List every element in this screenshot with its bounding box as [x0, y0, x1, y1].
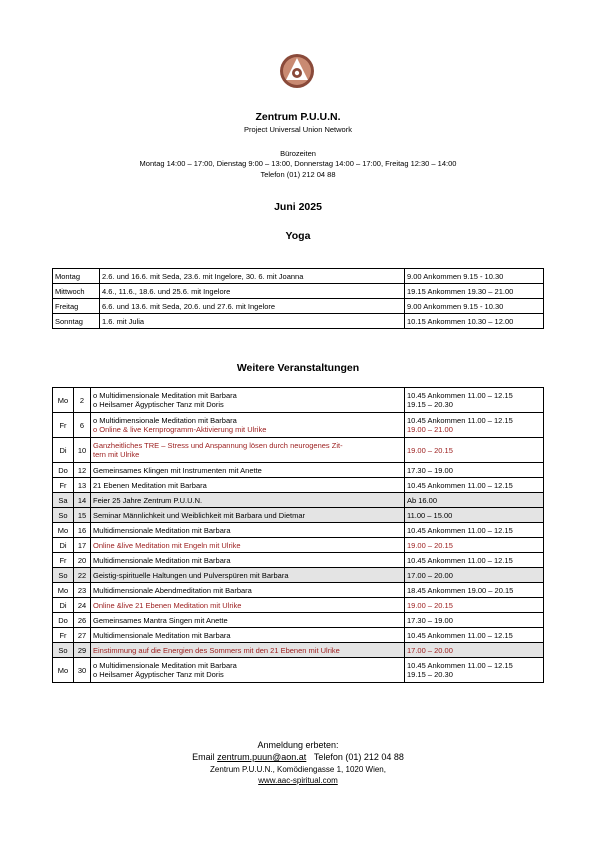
event-date: 13: [74, 478, 91, 493]
yoga-row: [53, 269, 544, 284]
event-row: [53, 553, 544, 568]
event-title-line: o Heilsamer Ägyptischer Tanz mit Doris: [93, 670, 224, 679]
event-title-line: o Multidimensionale Meditation mit Barbara: [93, 661, 237, 670]
event-row: [53, 643, 544, 658]
event-row: [53, 508, 544, 523]
yoga-row: [53, 284, 544, 299]
event-day: Mo: [53, 583, 74, 598]
event-date: 6: [74, 413, 91, 438]
events-table: [52, 387, 544, 683]
event-title: Online &live 21 Ebenen Meditation mit Ulrike: [91, 598, 405, 613]
event-date: 15: [74, 508, 91, 523]
event-date: 30: [74, 658, 91, 683]
yoga-row: [53, 299, 544, 314]
event-day: So: [53, 643, 74, 658]
event-date: 10: [74, 438, 91, 463]
event-time: 17.30 – 19.00: [405, 613, 544, 628]
event-time-line: 10.45 Ankommen 11.00 – 12.15: [407, 661, 513, 670]
event-day: Fr: [53, 478, 74, 493]
website-line: [0, 776, 596, 785]
event-day: Fr: [53, 413, 74, 438]
center-title: Zentrum P.U.U.N.: [255, 111, 341, 123]
event-date: 2: [74, 388, 91, 413]
event-date: 27: [74, 628, 91, 643]
event-title: Seminar Männlichkeit und Weiblichkeit mit Barbara und Dietmar: [91, 508, 405, 523]
event-time: 17.30 – 19.00: [405, 463, 544, 478]
event-row: [53, 478, 544, 493]
event-row: [53, 463, 544, 478]
event-title: [91, 658, 405, 683]
event-row: [53, 438, 544, 463]
event-time: [405, 388, 544, 413]
event-day: Fr: [53, 553, 74, 568]
event-date: 16: [74, 523, 91, 538]
event-date: 12: [74, 463, 91, 478]
event-time-line: 10.45 Ankommen 11.00 – 12.15: [407, 416, 513, 425]
event-time: 10.45 Ankommen 11.00 – 12.15: [405, 523, 544, 538]
event-title: Multidimensionale Meditation mit Barbara: [91, 628, 405, 643]
event-row: [53, 658, 544, 683]
contact-line: [0, 752, 596, 762]
event-day: Mo: [53, 523, 74, 538]
event-title: Einstimmung auf die Energien des Sommers mit den 21 Ebenen mit Ulrike: [91, 643, 405, 658]
event-time: 18.45 Ankommen 19.00 – 20.15: [405, 583, 544, 598]
event-row: [53, 613, 544, 628]
event-date: 20: [74, 553, 91, 568]
event-title: Gemeinsames Klingen mit Instrumenten mit Anette: [91, 463, 405, 478]
event-title: Multidimensionale Meditation mit Barbara: [91, 553, 405, 568]
yoga-heading: Yoga: [285, 230, 311, 242]
event-title: Multidimensionale Abendmeditation mit Barbara: [91, 583, 405, 598]
event-time: 10.45 Ankommen 11.00 – 12.15: [405, 628, 544, 643]
email-link[interactable]: zentrum.puun@aon.at: [217, 752, 307, 762]
yoga-day: Mittwoch: [53, 284, 100, 299]
event-time: 11.00 – 15.00: [405, 508, 544, 523]
yoga-day: Freitag: [53, 299, 100, 314]
event-date: 14: [74, 493, 91, 508]
event-date: 17: [74, 538, 91, 553]
yoga-time: 9.00 Ankommen 9.15 - 10.30: [405, 269, 544, 284]
event-date: 29: [74, 643, 91, 658]
yoga-time: 10.15 Ankommen 10.30 – 12.00: [405, 314, 544, 329]
yoga-day: Montag: [53, 269, 100, 284]
address: Zentrum P.U.U.N., Komödiengasse 1, 1020 Wien,: [210, 765, 386, 774]
event-title: [91, 438, 405, 463]
event-time: 17.00 – 20.00: [405, 643, 544, 658]
event-title-line: o Multidimensionale Meditation mit Barbara: [93, 391, 237, 400]
event-time: 10.45 Ankommen 11.00 – 12.15: [405, 553, 544, 568]
event-title: [91, 388, 405, 413]
yoga-dates: 2.6. und 16.6. mit Seda, 23.6. mit Ingelore, 30. 6. mit Joanna: [100, 269, 405, 284]
event-title: Multidimensionale Meditation mit Barbara: [91, 523, 405, 538]
event-day: Do: [53, 463, 74, 478]
event-time: 19.00 – 20.15: [405, 598, 544, 613]
event-title: [91, 413, 405, 438]
event-date: 22: [74, 568, 91, 583]
event-date: 26: [74, 613, 91, 628]
contact-phone: Telefon (01) 212 04 88: [313, 752, 404, 762]
event-day: Mo: [53, 388, 74, 413]
email-label: Email: [192, 752, 215, 762]
event-time: Ab 16.00: [405, 493, 544, 508]
signup-note: Anmeldung erbeten:: [257, 740, 339, 750]
event-title: 21 Ebenen Meditation mit Barbara: [91, 478, 405, 493]
event-time-line: 19.15 – 20.30: [407, 400, 453, 409]
website-link[interactable]: www.aac-spiritual.com: [258, 776, 338, 785]
event-day: Di: [53, 538, 74, 553]
event-day: So: [53, 568, 74, 583]
event-row: [53, 523, 544, 538]
event-row: [53, 583, 544, 598]
event-title: Geistig-spirituelle Haltungen und Pulverspüren mit Barbara: [91, 568, 405, 583]
event-day: Di: [53, 438, 74, 463]
event-title: Online &live Meditation mit Engeln mit Ulrike: [91, 538, 405, 553]
event-row: [53, 598, 544, 613]
event-day: Mo: [53, 658, 74, 683]
month-heading: Juni 2025: [274, 201, 322, 213]
event-row: [53, 413, 544, 438]
event-date: 23: [74, 583, 91, 598]
event-row: [53, 538, 544, 553]
event-time-line: 19.00 – 20.15: [407, 445, 453, 455]
center-subtitle: Project Universal Union Network: [244, 125, 352, 134]
yoga-time: 19.15 Ankommen 19.30 – 21.00: [405, 284, 544, 299]
event-title-line: o Heilsamer Ägyptischer Tanz mit Doris: [93, 400, 224, 409]
event-day: Do: [53, 613, 74, 628]
event-time-line: 19.15 – 20.30: [407, 670, 453, 679]
event-time-line: 10.45 Ankommen 11.00 – 12.15: [407, 391, 513, 400]
office-hours-label: Bürozeiten: [280, 149, 316, 158]
puun-logo: [279, 53, 315, 89]
event-time: 17.00 – 20.00: [405, 568, 544, 583]
office-phone: Telefon (01) 212 04 88: [260, 170, 336, 179]
event-time: [405, 438, 544, 463]
event-day: So: [53, 508, 74, 523]
event-title: Feier 25 Jahre Zentrum P.U.U.N.: [91, 493, 405, 508]
event-day: Di: [53, 598, 74, 613]
event-row: [53, 568, 544, 583]
event-time: [405, 658, 544, 683]
yoga-dates: 1.6. mit Julia: [100, 314, 405, 329]
event-date: 24: [74, 598, 91, 613]
event-title-line: tern mit Ulrike: [93, 450, 140, 459]
yoga-time: 9.00 Ankommen 9.15 - 10.30: [405, 299, 544, 314]
yoga-table: [52, 268, 544, 329]
event-row: [53, 628, 544, 643]
event-time: 19.00 – 20.15: [405, 538, 544, 553]
events-heading: Weitere Veranstaltungen: [236, 362, 360, 374]
event-title: Gemeinsames Mantra Singen mit Anette: [91, 613, 405, 628]
event-title-line: o Online & live Kernprogramm-Aktivierung mit Ulrike: [93, 425, 267, 434]
event-time-line: 19.00 – 21.00: [407, 425, 453, 434]
yoga-row: [53, 314, 544, 329]
event-row: [53, 493, 544, 508]
event-title-line: Ganzheitliches TRE – Stress und Anspannung lösen durch neurogenes Zit-: [93, 441, 343, 450]
yoga-dates: 6.6. und 13.6. mit Seda, 20.6. und 27.6. mit Ingelore: [100, 299, 405, 314]
event-time: [405, 413, 544, 438]
event-day: Fr: [53, 628, 74, 643]
yoga-dates: 4.6., 11.6., 18.6. und 25.6. mit Ingelore: [100, 284, 405, 299]
event-time: 10.45 Ankommen 11.00 – 12.15: [405, 478, 544, 493]
yoga-day: Sonntag: [53, 314, 100, 329]
event-row: [53, 388, 544, 413]
event-day: Sa: [53, 493, 74, 508]
event-title-line: o Multidimensionale Meditation mit Barbara: [93, 416, 237, 425]
office-hours: Montag 14:00 – 17:00, Dienstag 9:00 – 13:00, Donnerstag 14:00 – 17:00, Freitag 12:30 – 14:00: [139, 159, 457, 168]
